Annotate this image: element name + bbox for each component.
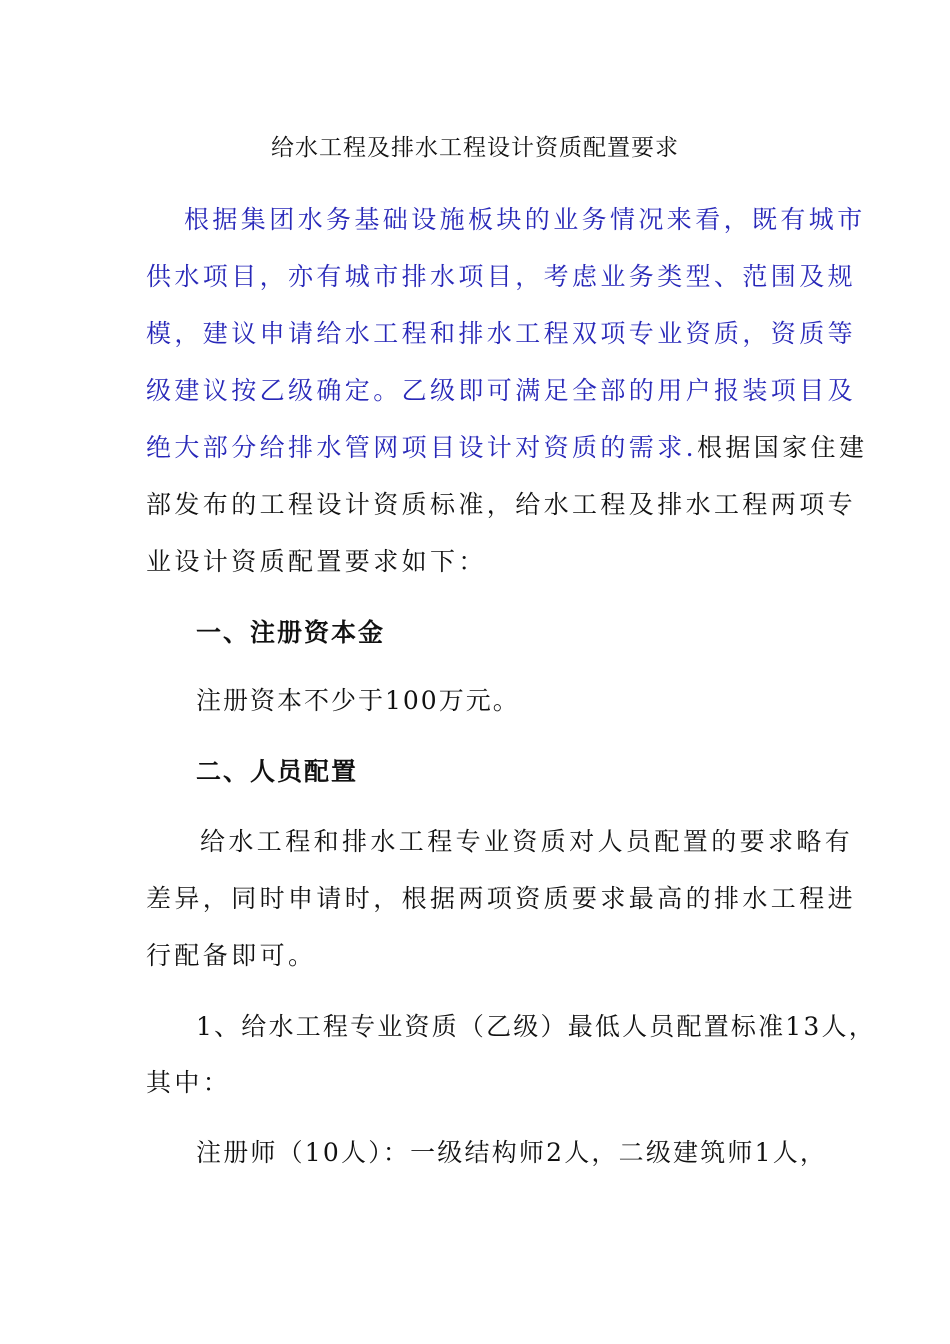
- section-2-p3-line-1: 注册师（10人）：一级结构师2人，二级建筑师1人，: [196, 1138, 828, 1167]
- section-2-p2-line-1: 1、给水工程专业资质（乙级）最低人员配置标准13人，: [196, 1012, 876, 1041]
- section-2-p1-line-3: 行配备即可。: [146, 941, 317, 970]
- intro-line-5-black: 根据国家住建: [696, 433, 868, 462]
- section-2-p1-line-2: 差异，同时申请时，根据两项资质要求最高的排水工程进: [146, 884, 857, 913]
- section-2-heading: 二、人员配置: [196, 757, 359, 786]
- intro-line-2: 供水项目，亦有城市排水项目，考虑业务类型、范围及规: [146, 262, 857, 291]
- document-title: 给水工程及排水工程设计资质配置要求: [271, 135, 679, 161]
- intro-line-5: [146, 431, 867, 465]
- intro-line-5-blue: 绝大部分给排水管网项目设计对资质的需求.: [146, 433, 697, 462]
- section-2-p1-line-1: 给水工程和排水工程专业资质对人员配置的要求略有: [200, 827, 854, 856]
- section-1-text: 注册资本不少于100万元。: [196, 686, 520, 715]
- intro-line-6: 部发布的工程设计资质标准，给水工程及排水工程两项专: [146, 490, 857, 519]
- intro-line-4: 级建议按乙级确定。乙级即可满足全部的用户报装项目及: [146, 376, 857, 405]
- section-1-heading: 一、注册资本金: [196, 618, 386, 647]
- intro-line-7: 业设计资质配置要求如下：: [146, 547, 487, 576]
- intro-line-3: 模，建议申请给水工程和排水工程双项专业资质，资质等: [146, 319, 857, 348]
- section-2-p2-line-2: 其中：: [146, 1068, 232, 1097]
- intro-line-1: 根据集团水务基础设施板块的业务情况来看，既有城市: [184, 205, 866, 234]
